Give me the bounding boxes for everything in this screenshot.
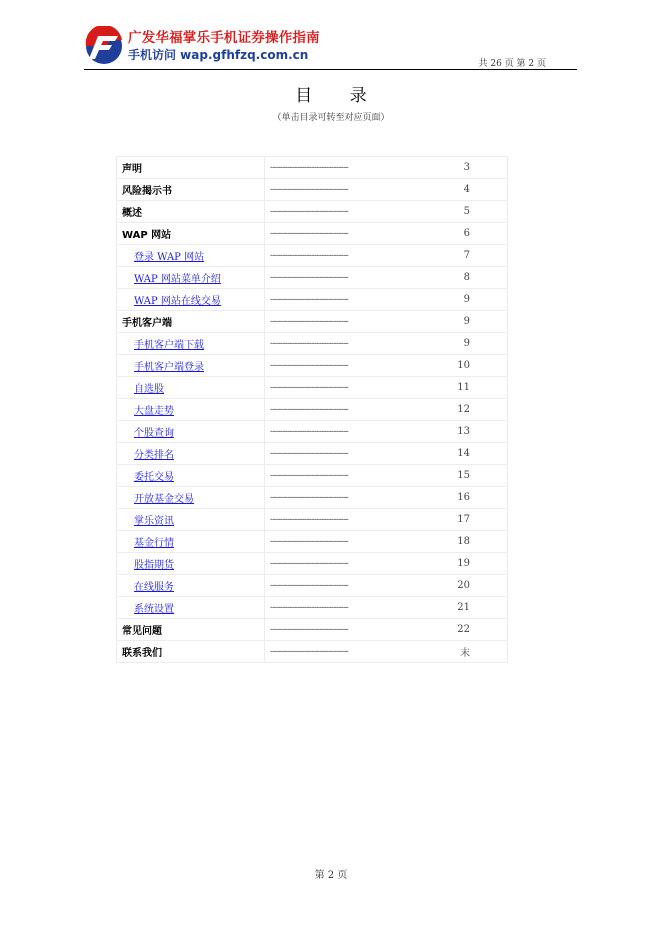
- toc-leader-cell: [265, 487, 508, 509]
- toc-entry-link[interactable]: 手机客户端登录: [134, 362, 204, 373]
- toc-row: [117, 619, 508, 641]
- toc-leader-cell: [265, 597, 508, 619]
- toc-page-number: 9: [463, 294, 470, 305]
- toc-row[interactable]: [117, 443, 508, 465]
- toc-entry-cell: [117, 311, 265, 333]
- toc-row[interactable]: [117, 597, 508, 619]
- toc-table: [116, 156, 508, 663]
- toc-leader-cell: [265, 333, 508, 355]
- footer-page-number: 第 2 页: [314, 870, 348, 881]
- toc-leader: --------------------------------: [270, 536, 349, 547]
- toc-leader: --------------------------------: [270, 162, 349, 173]
- toc-row[interactable]: [117, 245, 508, 267]
- toc-leader: --------------------------------: [270, 360, 349, 371]
- toc-row[interactable]: [117, 289, 508, 311]
- toc-page-number: 6: [463, 228, 470, 239]
- toc-entry-link[interactable]: 手机客户端下载: [134, 340, 204, 351]
- toc-page-number: 12: [457, 404, 470, 415]
- toc-leader-cell: [265, 179, 508, 201]
- toc-leader: --------------------------------: [270, 272, 349, 283]
- toc-entry-cell: [117, 465, 265, 487]
- toc-row: [117, 223, 508, 245]
- toc-page-number: 末: [460, 648, 470, 659]
- toc-entry-link[interactable]: 系统设置: [134, 604, 174, 615]
- toc-leader: --------------------------------: [270, 404, 349, 415]
- toc-entry-cell: [117, 443, 265, 465]
- toc-page-number: 9: [463, 316, 470, 327]
- toc-leader-cell: [265, 465, 508, 487]
- toc-leader: --------------------------------: [270, 624, 349, 635]
- toc-leader-cell: [265, 619, 508, 641]
- header-divider: [84, 69, 577, 70]
- toc-entry-cell: [117, 531, 265, 553]
- brand-logo: [84, 24, 334, 68]
- toc-leader: --------------------------------: [270, 580, 349, 591]
- toc-leader: --------------------------------: [270, 448, 349, 459]
- toc-entry-link[interactable]: 个股查询: [134, 428, 174, 439]
- toc-leader-cell: [265, 223, 508, 245]
- toc-page-number: 8: [463, 272, 470, 283]
- toc-entry-cell: [117, 641, 265, 663]
- toc-leader-cell: [265, 421, 508, 443]
- toc-leader-cell: [265, 201, 508, 223]
- toc-entry-cell: [117, 399, 265, 421]
- brand-title: 广发华福掌乐手机证券操作指南: [128, 30, 320, 46]
- toc-row: [117, 641, 508, 663]
- toc-entry-link[interactable]: 委托交易: [134, 472, 174, 483]
- toc-leader-cell: [265, 267, 508, 289]
- toc-entry-cell: [117, 267, 265, 289]
- toc-row[interactable]: [117, 355, 508, 377]
- toc-row[interactable]: [117, 377, 508, 399]
- toc-leader-cell: [265, 311, 508, 333]
- toc-leader-cell: [265, 509, 508, 531]
- toc-leader: --------------------------------: [270, 470, 349, 481]
- toc-entry-link[interactable]: WAP 网站菜单介绍: [134, 274, 221, 285]
- toc-entry-cell: [117, 597, 265, 619]
- toc-entry-heading: 常见问题: [122, 626, 162, 637]
- toc-row[interactable]: [117, 267, 508, 289]
- toc-entry-cell: [117, 509, 265, 531]
- toc-entry-heading: 概述: [122, 208, 142, 219]
- toc-page-number: 11: [457, 382, 470, 393]
- toc-leader-cell: [265, 575, 508, 597]
- toc-row: [117, 201, 508, 223]
- toc-page-number: 4: [463, 184, 470, 195]
- toc-leader: --------------------------------: [270, 250, 349, 261]
- toc-row: [117, 179, 508, 201]
- toc-entry-link[interactable]: 在线服务: [134, 582, 174, 593]
- toc-leader: --------------------------------: [270, 228, 349, 239]
- toc-entry-cell: [117, 157, 265, 179]
- toc-entry-cell: [117, 201, 265, 223]
- toc-entry-cell: [117, 619, 265, 641]
- toc-entry-link[interactable]: 掌乐资讯: [134, 516, 174, 527]
- toc-entry-cell: [117, 355, 265, 377]
- toc-entry-link[interactable]: WAP 网站在线交易: [134, 296, 221, 307]
- toc-row[interactable]: [117, 421, 508, 443]
- toc-row[interactable]: [117, 553, 508, 575]
- toc-entry-heading: 联系我们: [122, 648, 162, 659]
- toc-page-number: 14: [457, 448, 470, 459]
- toc-entry-cell: [117, 575, 265, 597]
- toc-page-number: 13: [457, 426, 470, 437]
- toc-row[interactable]: [117, 509, 508, 531]
- toc-entry-link[interactable]: 大盘走势: [134, 406, 174, 417]
- toc-leader-cell: [265, 355, 508, 377]
- toc-hint: （单击目录可转至对应页面）: [272, 113, 390, 123]
- toc-page-number: 5: [463, 206, 470, 217]
- toc-leader: --------------------------------: [270, 382, 349, 393]
- toc-entry-link[interactable]: 基金行情: [134, 538, 174, 549]
- toc-page-number: 16: [457, 492, 470, 503]
- toc-entry-heading: 手机客户端: [122, 318, 172, 329]
- toc-entry-cell: [117, 179, 265, 201]
- toc-entry-cell: [117, 223, 265, 245]
- toc-leader-cell: [265, 531, 508, 553]
- toc-leader-cell: [265, 553, 508, 575]
- toc-page-number: 19: [457, 558, 470, 569]
- toc-leader: --------------------------------: [270, 492, 349, 503]
- toc-title: 目 录: [295, 86, 383, 106]
- brand-url: 手机访问 wap.gfhfzq.com.cn: [128, 48, 309, 62]
- toc-entry-link[interactable]: 股指期货: [134, 560, 174, 571]
- toc-entry-heading: WAP 网站: [122, 230, 172, 241]
- toc-row[interactable]: [117, 333, 508, 355]
- toc-leader: --------------------------------: [270, 514, 349, 525]
- toc-leader: --------------------------------: [270, 558, 349, 569]
- toc-leader-cell: [265, 289, 508, 311]
- toc-leader-cell: [265, 157, 508, 179]
- toc-page-number: 22: [457, 624, 470, 635]
- toc-entry-cell: [117, 421, 265, 443]
- toc-page-number: 7: [463, 250, 470, 261]
- toc-page-number: 20: [457, 580, 470, 591]
- toc-page-number: 3: [463, 162, 470, 173]
- gf-logo-icon: [84, 26, 126, 66]
- toc-page-number: 18: [457, 536, 470, 547]
- toc-row[interactable]: [117, 531, 508, 553]
- toc-page-number: 17: [457, 514, 470, 525]
- toc-row: [117, 157, 508, 179]
- toc-entry-cell: [117, 333, 265, 355]
- toc-entry-link[interactable]: 登录 WAP 网站: [134, 252, 205, 263]
- toc-entry-link[interactable]: 分类排名: [134, 450, 174, 461]
- toc-entry-cell: [117, 487, 265, 509]
- toc-row[interactable]: [117, 575, 508, 597]
- toc-leader-cell: [265, 641, 508, 663]
- toc-leader-cell: [265, 245, 508, 267]
- toc-entry-link[interactable]: 自选股: [134, 384, 164, 395]
- toc-page-number: 10: [457, 360, 470, 371]
- toc-entry-heading: 风险揭示书: [122, 186, 172, 197]
- toc-leader: --------------------------------: [270, 426, 349, 437]
- toc-row[interactable]: [117, 487, 508, 509]
- toc-leader-cell: [265, 399, 508, 421]
- toc-row[interactable]: [117, 399, 508, 421]
- toc-page-number: 21: [457, 602, 470, 613]
- toc-entry-cell: [117, 377, 265, 399]
- toc-leader: --------------------------------: [270, 184, 349, 195]
- toc-leader: --------------------------------: [270, 316, 349, 327]
- toc-entry-cell: [117, 289, 265, 311]
- toc-leader: --------------------------------: [270, 602, 349, 613]
- toc-entry-link[interactable]: 开放基金交易: [134, 494, 194, 505]
- toc-row: [117, 311, 508, 333]
- toc-leader: --------------------------------: [270, 294, 349, 305]
- toc-leader: --------------------------------: [270, 206, 349, 217]
- toc-row[interactable]: [117, 465, 508, 487]
- toc-entry-cell: [117, 245, 265, 267]
- toc-entry-cell: [117, 553, 265, 575]
- header-page-info: 共 26 页 第 2 页: [478, 59, 546, 69]
- toc-leader: --------------------------------: [270, 646, 349, 657]
- toc-leader-cell: [265, 443, 508, 465]
- toc-leader-cell: [265, 377, 508, 399]
- toc-leader: --------------------------------: [270, 338, 349, 349]
- toc-entry-heading: 声明: [122, 164, 142, 175]
- toc-page-number: 9: [463, 338, 470, 349]
- toc-page-number: 15: [457, 470, 470, 481]
